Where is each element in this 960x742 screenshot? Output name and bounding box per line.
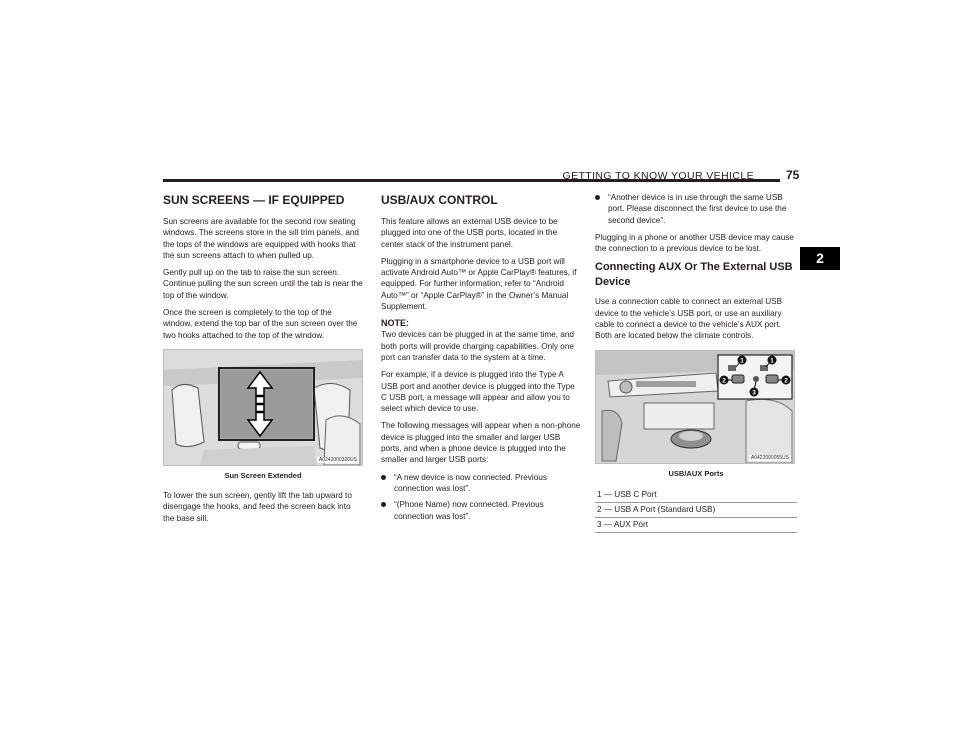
figure-caption: USB/AUX Ports — [668, 468, 724, 478]
callout-2: 2 — [784, 377, 788, 385]
running-header: GETTING TO KNOW YOUR VEHICLE — [562, 170, 754, 182]
column-connecting — [595, 192, 797, 533]
callout-1: 1 — [770, 357, 774, 365]
callout-2: 2 — [722, 377, 726, 385]
paragraph: Gently pull up on the tab to raise the sun screen. Continue pulling the sun screen until the tab is near the top of the window. — [163, 268, 363, 300]
subsection-title-connecting: Connecting AUX Or The External USB Device — [595, 261, 793, 289]
section-title-sun-screens: SUN SCREENS — IF EQUIPPED — [163, 193, 345, 207]
paragraph: Plugging in a smartphone device to a USB port will activate Android Auto™ or Apple CarPlay® features, if equipped. For further information, refer to “Android Auto™” or “Apple CarPlay®” in the Owner’s Manual Supplement. — [381, 256, 577, 312]
list-item: “A new device is now connected. Previous connection was lost”. — [381, 472, 581, 495]
paragraph: Sun screens are available for the second row seating windows. The screens store in the sill trim panels, and the tops of the windows are equipped with hooks that the sun screens attach to when pulled up. — [163, 217, 359, 260]
bullet-icon — [595, 195, 600, 200]
usb-aux-drawing — [596, 351, 794, 463]
section-title-usb-aux: USB/AUX CONTROL — [381, 193, 498, 207]
column-usb-aux — [381, 192, 581, 528]
paragraph: For example, if a device is plugged into the Type A USB port and another device is plugged into the Type C USB port, a message will appear and allow you to select which device to use. — [381, 370, 575, 414]
paragraph: This feature allows an external USB device to be plugged into one of the USB ports, located in the center stack of the instrument panel. — [381, 217, 558, 249]
legend-row: 2 — USB A Port (Standard USB) — [595, 503, 797, 518]
paragraph: To lower the sun screen, gently lift the tab upward to disengage the hooks, and feed the screen back into the base sill. — [163, 490, 352, 523]
sun-screen-drawing — [164, 350, 362, 465]
note-paragraph: Two devices can be plugged in at the same time, and both ports will provide charging capabilities. Only one port can transfer data to the system at a time. — [381, 330, 574, 362]
sun-screen-illustration — [163, 349, 363, 466]
figure-code: A0422000055US — [750, 454, 789, 461]
paragraph: Once the screen is completely to the top of the window, extend the top bar of the sun screen over the two hooks attached to the top of the window. — [163, 308, 358, 340]
usb-aux-ports-illustration — [595, 350, 795, 464]
figure-caption: Sun Screen Extended — [224, 470, 302, 480]
legend-row: 3 — AUX Port — [595, 518, 797, 533]
paragraph: Plugging in a phone or another USB device may cause the connection to a previous device to be lost. — [595, 232, 794, 254]
callout-1: 1 — [740, 357, 744, 365]
message-list — [381, 472, 581, 522]
port-legend — [595, 488, 797, 533]
list-item: “(Phone Name) now connected. Previous connection was lost”. — [381, 499, 581, 522]
list-item: “Another device is in use through the same USB port. Please disconnect the first device to use the second device”. — [595, 192, 797, 226]
message-list-continued — [595, 192, 797, 226]
paragraph: The following messages will appear when a non-phone device is plugged into the smaller and larger USB ports, and when a phone device is plugged into the smaller and larger USB ports: — [381, 421, 581, 465]
note-label: NOTE: — [381, 318, 409, 329]
paragraph: Use a connection cable to connect an external USB device to the vehicle’s USB port, or use an auxiliary cable to connect a device to the vehicle’s AUX port. Both are located below the climate controls. — [595, 297, 783, 341]
page-number: 75 — [786, 168, 800, 182]
callout-3: 3 — [752, 389, 756, 397]
chapter-tab: 2 — [800, 247, 840, 270]
bullet-icon — [381, 475, 386, 480]
legend-row: 1 — USB C Port — [595, 488, 797, 503]
bullet-icon — [381, 502, 386, 507]
column-sun-screens — [163, 192, 363, 530]
figure-code: A0242000326US — [318, 456, 357, 463]
